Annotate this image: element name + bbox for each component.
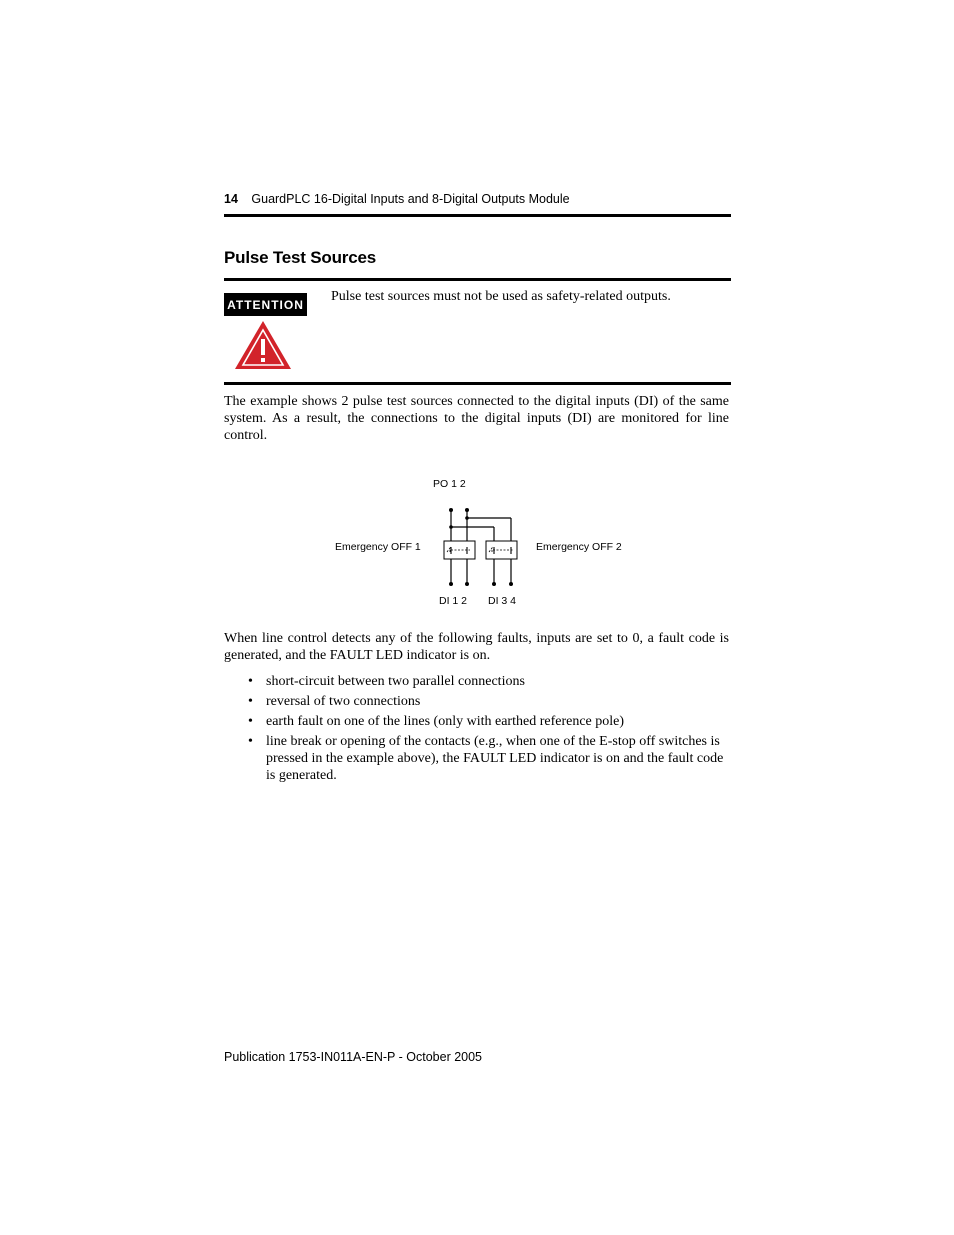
section-title: Pulse Test Sources [224, 248, 376, 267]
list-item: • short-circuit between two parallel connections [248, 674, 525, 689]
bullet-icon: • [248, 694, 253, 709]
label-emergency-off-2: Emergency OFF 2 [536, 541, 622, 553]
header-title: GuardPLC 16-Digital Inputs and 8-Digital Outputs Module [251, 192, 570, 206]
publication-footer: Publication 1753-IN011A-EN-P - October 2005 [224, 1050, 483, 1064]
list-item: • line break or opening of the contacts (e.g., when one of the E-stop off switches is pressed in the example above), the FAULT LED indicator is on and the fault code is generated. [248, 734, 724, 783]
label-di-1-2: DI 1 2 [439, 595, 468, 607]
attention-badge: ATTENTION [224, 293, 307, 316]
faults-paragraph: When line control detects any of the following faults, inputs are set to 0, a fault code is generated, and the FAULT LED indicator is on. [224, 631, 729, 663]
emergency-switch-2 [486, 541, 517, 559]
page-number: 14 [224, 192, 238, 206]
label-emergency-off-1: Emergency OFF 1 [335, 541, 421, 553]
label-po-1-2: PO 1 2 [433, 478, 466, 490]
bullet-icon: • [248, 674, 253, 689]
running-header [224, 192, 731, 206]
intro-paragraph: The example shows 2 pulse test sources connected to the digital inputs (DI) of the same system. As a result, the connections to the digital inputs (DI) are monitored for line control. [224, 394, 729, 443]
attention-rule-bottom [224, 382, 731, 385]
bullet-icon: • [248, 734, 253, 749]
label-di-3-4: DI 3 4 [488, 595, 517, 607]
list-item: • reversal of two connections [248, 694, 421, 709]
header-rule [224, 214, 731, 217]
list-item: • earth fault on one of the lines (only with earthed reference pole) [248, 714, 625, 729]
attention-text: Pulse test sources must not be used as safety-related outputs. [331, 289, 671, 304]
faults-list [248, 673, 730, 787]
emergency-switch-1 [444, 541, 475, 559]
wiring-diagram [320, 470, 640, 615]
attention-rule-top [224, 278, 731, 281]
bullet-icon: • [248, 714, 253, 729]
warning-triangle-icon [234, 320, 292, 370]
